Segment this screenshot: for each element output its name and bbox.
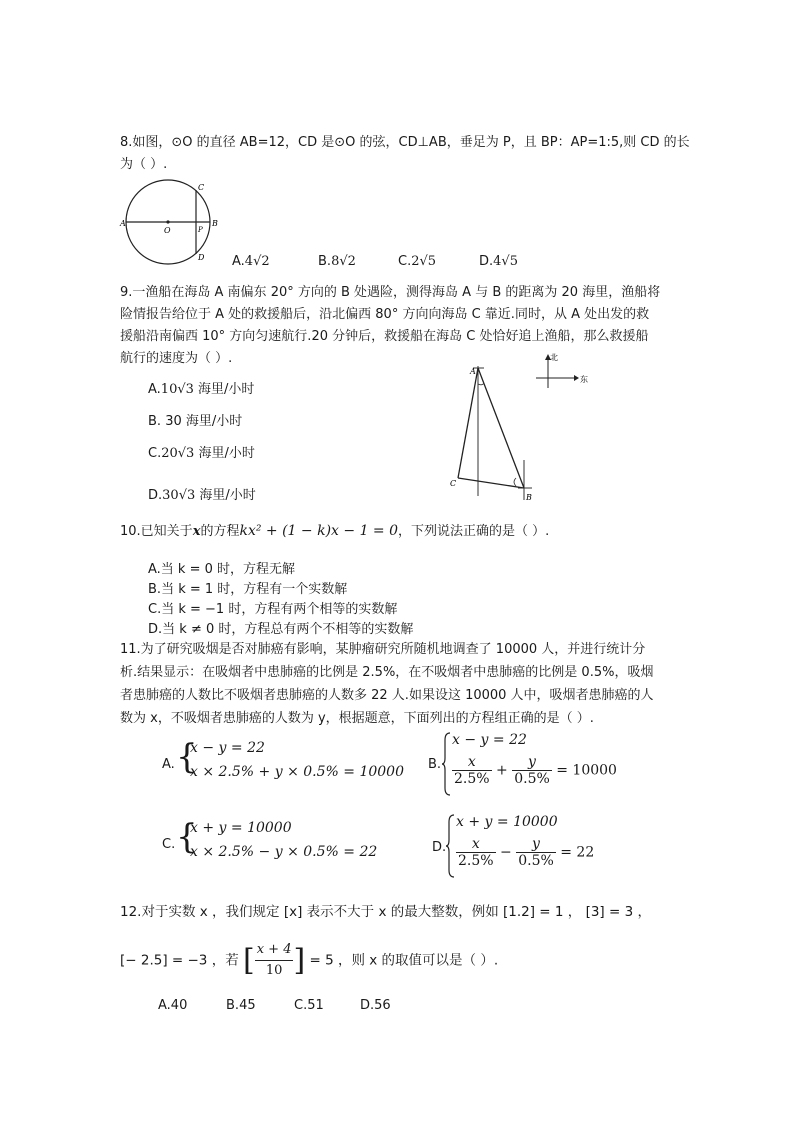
- brace-icon: [446, 814, 456, 878]
- q12-option-b[interactable]: B.45: [226, 998, 256, 1013]
- label-a: A: [120, 219, 126, 228]
- label-c: C: [198, 183, 205, 192]
- q12-option-a[interactable]: A.40: [158, 998, 188, 1013]
- q8-stem-line2: 为（ ）.: [120, 157, 168, 172]
- q9-option-c[interactable]: C.20√3 海里/小时: [148, 446, 255, 461]
- label-b: B: [526, 493, 532, 502]
- q9-option-b[interactable]: B. 30 海里/小时: [148, 414, 243, 429]
- arrow-east-icon: [574, 375, 579, 381]
- q9-navigation-figure: [440, 350, 600, 510]
- label-o: O: [164, 226, 171, 235]
- brace-icon: {: [176, 817, 198, 857]
- compass-east-label: 东: [580, 375, 588, 384]
- q11-option-c-system[interactable]: { x + y = 10000 x × 2.5% − y × 0.5% = 22: [176, 817, 378, 860]
- label-p: P: [198, 226, 203, 234]
- q11-option-b-system[interactable]: x − y = 22 $\frac{x}{2.5\%}$ + $\frac{y}{0.5\%}$ = 10000: [442, 732, 622, 796]
- q10-option-c[interactable]: C.当 k = −1 时，方程有两个相等的实数解: [148, 602, 398, 617]
- q11-option-d-letter[interactable]: D.: [432, 840, 447, 855]
- q9-stem-line3: 援船沿南偏西 10° 方向匀速航行.20 分钟后，救援船在海岛 C 处恰好追上渔船，那么救援船: [120, 329, 649, 344]
- q8-stem-line1: 8.如图，⊙O 的直径 AB=12，CD 是⊙O 的弦，CD⊥AB，垂足为 P，且 BP：AP=1:5,则 CD 的长: [120, 135, 690, 150]
- q12-option-c[interactable]: C.51: [294, 998, 324, 1013]
- q8-option-c[interactable]: C.2√5: [398, 254, 437, 269]
- label-b: B: [212, 219, 218, 228]
- label-d: D: [198, 253, 205, 262]
- q9-stem-line2: 险情报告给位于 A 处的救援船后，沿北偏西 80° 方向向海岛 C 靠近.同时，从 A 处出发的救: [120, 307, 650, 322]
- q10-stem: 10.已知关于x的方程kx² + (1 − k)x − 1 = 0，下列说法正确的是（ ）.: [120, 523, 550, 539]
- q9-option-a[interactable]: A.10√3 海里/小时: [148, 382, 255, 397]
- q12-option-d[interactable]: D.56: [360, 998, 391, 1013]
- compass-north-label: 北: [550, 353, 558, 362]
- q11-option-a-letter[interactable]: A.: [162, 757, 175, 772]
- label-a: A: [470, 367, 476, 376]
- center-dot: [166, 220, 169, 223]
- q12-stem-line2: [− 2.5] = −3 ，若 [ $\frac{x + 4}{10}$ ] = 5 ，则 x 的取值可以是（ ）.: [120, 942, 499, 978]
- q8-option-d[interactable]: D.4√5: [479, 254, 518, 269]
- brace-icon: [442, 732, 452, 796]
- q8-option-a[interactable]: A.4√2: [232, 254, 270, 269]
- segment-ab: [478, 368, 524, 488]
- q11-option-c-letter[interactable]: C.: [162, 837, 176, 852]
- q8-option-b[interactable]: B.8√2: [318, 254, 356, 269]
- q10-option-d[interactable]: D.当 k ≠ 0 时，方程总有两个不相等的实数解: [148, 622, 414, 637]
- q10-option-b[interactable]: B.当 k = 1 时，方程有一个实数解: [148, 582, 348, 597]
- q9-stem-line1: 9.一渔船在海岛 A 南偏东 20° 方向的 B 处遇险，测得海岛 A 与 B 的距离为 20 海里，渔船将: [120, 285, 661, 300]
- q11-stem-line4: 数为 x，不吸烟者患肺癌的人数为 y，根据题意，下面列出的方程组正确的是（ ）.: [120, 711, 594, 726]
- q11-option-d-system[interactable]: x + y = 10000 $\frac{x}{2.5\%}$ − $\frac{y}{0.5\%}$ = 22: [446, 814, 626, 878]
- q9-stem-line4: 航行的速度为（ ）.: [120, 351, 233, 366]
- segment-ac: [458, 368, 478, 478]
- q8-circle-figure: [118, 178, 223, 273]
- q12-stem-line1: 12.对于实数 x ，我们规定 [x] 表示不大于 x 的最大整数，例如 [1.2] = 1 ， [3] = 3 ，: [120, 904, 651, 920]
- q11-stem-line1: 11.为了研究吸烟是否对肺癌有影响，某肿瘤研究所随机地调查了 10000 人，并进行统计分: [120, 642, 646, 657]
- q10-option-a[interactable]: A.当 k = 0 时，方程无解: [148, 562, 296, 577]
- q11-stem-line3: 者患肺癌的人数比不吸烟者患肺癌的人数多 22 人.如果设这 10000 人中，吸烟者患肺癌的人: [120, 688, 654, 703]
- q11-option-b-letter[interactable]: B.: [428, 757, 442, 772]
- q11-stem-line2: 析.结果显示：在吸烟者中患肺癌的比例是 2.5%，在不吸烟者中患肺癌的比例是 0.5%，吸烟: [120, 665, 654, 680]
- q9-option-d[interactable]: D.30√3 海里/小时: [148, 488, 256, 503]
- brace-icon: {: [176, 737, 198, 777]
- q11-option-a-system[interactable]: { x − y = 22 x × 2.5% + y × 0.5% = 10000: [176, 737, 404, 780]
- label-c: C: [450, 479, 457, 488]
